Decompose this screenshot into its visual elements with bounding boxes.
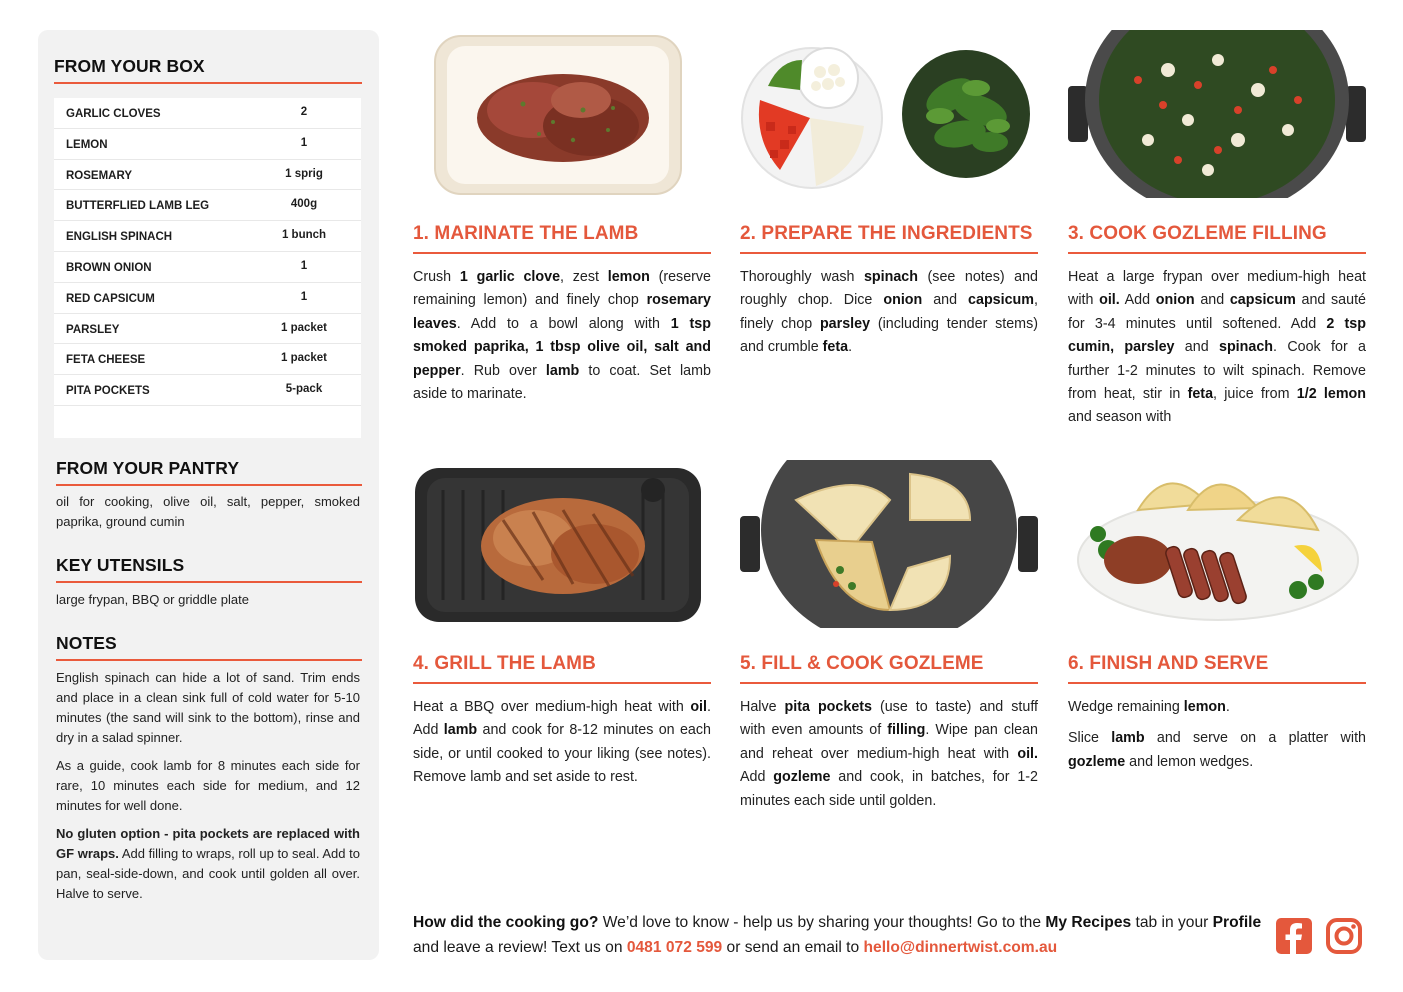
step-6-rule [1068, 682, 1366, 684]
facebook-icon[interactable] [1275, 917, 1313, 955]
table-row [54, 283, 361, 314]
step-bold: oil [690, 699, 708, 715]
note-gluten [56, 824, 360, 904]
step-text: . Cook for a further 1-2 minutes to wilt spinach. Remove from heat, stir in [1068, 339, 1366, 403]
ingredient-qty: 1 sprig [285, 167, 323, 180]
step-6-para-2 [1068, 727, 1366, 774]
step-text: . Add to a bowl along with [456, 315, 671, 332]
footer-text: or send an email to [722, 939, 864, 956]
step-text: Heat a BBQ over medium-high heat with [413, 699, 691, 715]
ingredient-name: RED CAPSICUM [66, 292, 155, 305]
step-text: Add [1119, 292, 1156, 309]
profile-label: Profile [1212, 914, 1262, 931]
step-bold: lemon [607, 269, 650, 285]
ingredient-name: BROWN ONION [66, 261, 152, 274]
step-text: Crush [413, 269, 460, 285]
table-row [54, 98, 361, 129]
note-spinach: English spinach can hide a lot of sand. Trim ends and place in a clean sink full of cold water for 5-10 minutes (the sand will sink to the bottom), rinse and dry in a salad spinner. [56, 670, 360, 745]
step-1-title: 1. MARINATE THE LAMB [413, 223, 639, 244]
step-text: Halve [740, 699, 785, 715]
gozleme-filling-pan-image [1068, 30, 1366, 198]
serving-platter-image [1068, 460, 1366, 628]
step-text: , finely chop [740, 292, 1038, 332]
step-bold: filling [887, 722, 926, 739]
feedback-footer [413, 910, 1263, 960]
step-text: and serve on a platter with [1144, 730, 1366, 747]
step-1-rule [413, 252, 711, 254]
utensils-heading: KEY UTENSILS [56, 555, 185, 575]
step-text: Heat a large frypan over medium-high heat with [1068, 269, 1366, 309]
step-text: . [848, 339, 853, 356]
step-text: (reserve remaining lemon) and finely chop [413, 269, 712, 309]
step-bold: gozleme [1068, 753, 1126, 770]
sidebar-panel [38, 30, 379, 960]
marinated-lamb-tray-image [413, 30, 711, 198]
ingredient-name: PARSLEY [66, 323, 120, 336]
step-4-title: 4. GRILL THE LAMB [413, 653, 596, 674]
step-4-body [413, 696, 711, 790]
step-text: and [1194, 292, 1230, 309]
step-bold: capsicum [968, 292, 1035, 309]
step-text: (including tender stems) and crumble [740, 315, 1038, 356]
step-text: and [922, 292, 969, 309]
gozleme-in-pan-image [740, 460, 1038, 628]
step-text: (use to taste) and stuff with even amounts of [740, 699, 1039, 739]
ingredient-qty: 1 [300, 136, 308, 149]
step-5-title: 5. FILL & COOK GOZLEME [740, 653, 984, 674]
ingredient-name: GARLIC CLOVES [66, 108, 161, 120]
my-recipes-label: My Recipes [1045, 914, 1132, 931]
step-1-body [413, 266, 711, 406]
step-text: Thoroughly wash [740, 269, 864, 285]
ingredient-name: BUTTERFLIED LAMB LEG [66, 200, 210, 213]
step-bold: 1 tsp smoked paprika, 1 tbsp olive oil, salt and pepper [413, 315, 711, 379]
ingredient-qty: 1 packet [280, 321, 328, 334]
step-text: . Rub over [460, 362, 546, 379]
ingredient-qty: 400g [290, 198, 318, 211]
ingredient-qty: 1 packet [280, 352, 328, 365]
box-heading: FROM YOUR BOX [54, 56, 205, 76]
ingredient-qty: 2 [300, 106, 308, 118]
note-gluten-bold: No gluten option - pita pockets are replaced with GF wraps. [56, 826, 360, 861]
step-5-rule [740, 682, 1038, 684]
step-bold: capsicum [1229, 292, 1296, 309]
prepared-ingredients-image [740, 30, 1038, 198]
note-gluten-rest: Add filling to wraps, roll up to seal. Add to pan, seal-side-down, and cook until golden all over. Halve to serve. [56, 846, 361, 901]
step-2-title: 2. PREPARE THE INGREDIENTS [740, 223, 1033, 244]
ingredient-qty: 1 bunch [281, 229, 327, 242]
ingredient-qty: 1 [300, 259, 308, 272]
step-4-rule [413, 682, 711, 684]
instagram-icon[interactable] [1325, 917, 1363, 955]
ingredient-name: FETA CHEESE [66, 354, 146, 367]
phone-link[interactable]: 0481 072 599 [626, 939, 723, 956]
utensils-heading-rule [56, 581, 362, 583]
ingredient-qty: 5-pack [285, 383, 323, 396]
footer-text: tab in your [1131, 914, 1213, 931]
footer-text: We’d love to know - help us by sharing your thoughts! Go to the [598, 914, 1046, 931]
step-bold: lamb [443, 722, 478, 739]
step-text: and cook, in batches, for 1-2 minutes each side until golden. [740, 769, 1038, 809]
step-bold: 1/2 lemon [1296, 386, 1366, 403]
step-2-rule [740, 252, 1038, 254]
notes-heading-rule [56, 659, 362, 661]
step-3-title: 3. COOK GOZLEME FILLING [1068, 223, 1327, 244]
step-bold: parsley [819, 315, 871, 332]
step-text: to coat. Set lamb aside to marinate. [413, 362, 711, 403]
box-heading-rule [54, 82, 362, 84]
step-text: . Add [413, 699, 711, 739]
ingredient-name: ROSEMARY [66, 169, 133, 182]
table-row [54, 160, 361, 191]
step-bold: oil. [1017, 745, 1038, 762]
ingredient-name: ENGLISH SPINACH [66, 231, 173, 244]
step-6-title: 6. FINISH AND SERVE [1068, 653, 1269, 674]
step-bold: feta [1187, 386, 1214, 403]
step-bold: lamb [545, 362, 580, 379]
step-text: (see notes) and roughly chop. Dice [740, 269, 1038, 309]
step-6-para-1 [1068, 696, 1366, 719]
ingredient-name: PITA POCKETS [66, 385, 150, 398]
step-3-body [1068, 266, 1366, 430]
step-text: and lemon wedges. [1125, 753, 1254, 770]
table-row [54, 314, 361, 345]
email-link[interactable]: hello@dinnertwist.com.au [863, 939, 1058, 956]
step-bold: rosemary leaves [413, 292, 711, 332]
grilling-lamb-image [413, 460, 711, 628]
table-row [54, 221, 361, 252]
step-text: . Wipe pan clean and reheat over medium-high heat with [740, 722, 1038, 762]
table-row [54, 252, 361, 283]
pantry-heading-rule [56, 484, 362, 486]
step-text: Wedge remaining [1068, 699, 1184, 715]
step-text: Add [740, 769, 774, 786]
notes-heading: NOTES [56, 633, 117, 653]
step-bold: spinach [863, 269, 918, 285]
step-text: and season with [1068, 409, 1172, 426]
note-lamb-guide: As a guide, cook lamb for 8 minutes each side for rare, 10 minutes each side for medium, and 12 minutes for well done. [56, 758, 360, 813]
ingredient-name: LEMON [66, 138, 108, 151]
step-6-body [1068, 696, 1366, 782]
step-text: and sauté for 3-4 minutes until softened. Add [1068, 292, 1366, 332]
pantry-text: oil for cooking, olive oil, salt, pepper, smoked paprika, ground cumin [56, 494, 360, 529]
step-bold: onion [1155, 292, 1195, 309]
step-text: , zest [560, 269, 608, 285]
utensils-text: large frypan, BBQ or griddle plate [56, 592, 249, 607]
step-text: Slice [1068, 730, 1112, 747]
step-text: and [1174, 339, 1219, 356]
pantry-heading: FROM YOUR PANTRY [56, 458, 240, 478]
step-bold: onion [883, 292, 923, 309]
step-bold: spinach [1219, 339, 1274, 356]
step-bold: lemon [1183, 699, 1226, 715]
step-bold: pita pockets [784, 699, 872, 715]
footer-text: and leave a review! Text us on [413, 939, 627, 956]
step-bold: lamb [1111, 730, 1145, 747]
step-5-body [740, 696, 1038, 813]
ingredient-qty: 1 [300, 290, 308, 303]
step-text: , juice from [1213, 386, 1297, 403]
table-row [54, 190, 361, 221]
step-bold: feta [822, 339, 849, 356]
step-2-body [740, 266, 1038, 360]
step-3-rule [1068, 252, 1366, 254]
table-row [54, 375, 361, 406]
table-row [54, 129, 361, 160]
step-text: . [1225, 699, 1230, 715]
footer-question: How did the cooking go? [413, 914, 599, 931]
ingredients-table [54, 98, 361, 438]
step-bold: 2 tsp cumin, parsley [1068, 315, 1366, 356]
step-text: and cook for 8-12 minutes on each side, or until cooked to your liking (see notes). Remove lamb and set aside to rest. [413, 722, 711, 786]
step-bold: 1 garlic clove [459, 269, 561, 285]
table-row [54, 344, 361, 375]
step-bold: gozleme [773, 769, 831, 786]
step-bold: oil. [1099, 292, 1120, 309]
